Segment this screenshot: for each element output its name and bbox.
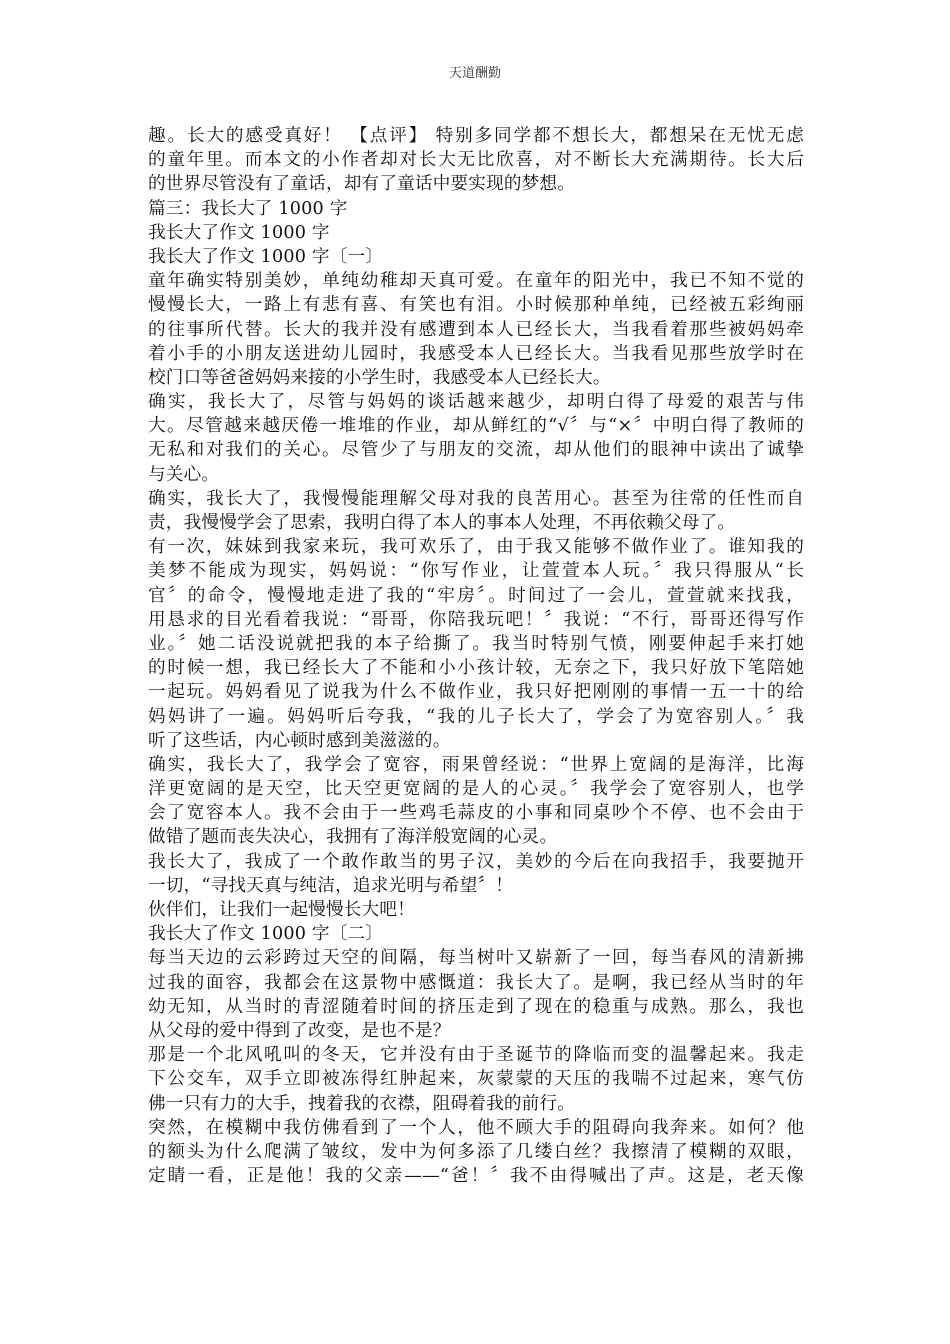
text-line: 大。尽管越来越厌倦一堆堆的作业，却从鲜红的“√〞与“×〞中明白得了教师的 bbox=[148, 416, 804, 437]
text-line: 着小手的小朋友送进幼儿园时，我感受本人已经长大。当我看见那些放学时在 bbox=[148, 343, 804, 364]
text-line: 伙伴们，让我们一起慢慢长大吧！ bbox=[148, 900, 415, 920]
document-body bbox=[148, 124, 804, 1188]
page-header: 天道酬勤 bbox=[448, 66, 501, 81]
text-line: 慢慢长大，一路上有悲有喜、有笑也有泪。小时候那种单纯，已经被五彩绚丽 bbox=[148, 295, 804, 316]
text-line: 我长大了作文 1000 字〔二〕 bbox=[148, 924, 384, 945]
text-line: 确实，我长大了，我慢慢能理解父母对我的良苦用心。甚至为往常的任性而自 bbox=[148, 488, 804, 509]
text-line: 我长大了作文 1000 字 bbox=[148, 222, 330, 243]
text-line: 责，我慢慢学会了思索，我明白得了本人的事本人处理，不再依赖父母了。 bbox=[148, 513, 736, 533]
text-line: 定睛一看，正是他！我的父亲——“爸！〞我不由得喊出了声。这是，老天像 bbox=[148, 1166, 804, 1187]
text-line: 用恳求的目光看着我说：“哥哥，你陪我玩吧！〞我说：“不行，哥哥还得写作 bbox=[148, 609, 804, 630]
text-line: 校门口等爸爸妈妈来接的小学生时，我感受本人已经长大。 bbox=[148, 367, 611, 388]
text-line: 的童年里。而本文的小作者却对长大无比欣喜，对不断长大充满期待。长大后 bbox=[148, 150, 804, 171]
text-line: 会了宽容本人。我不会由于一些鸡毛蒜皮的小事和同桌吵个不停、也不会由于 bbox=[148, 803, 804, 824]
text-line: 每当天边的云彩跨过天空的间隔，每当树叶又崭新了一回，每当春风的清新拂 bbox=[148, 948, 804, 969]
text-line: 的往事所代替。长大的我并没有感遭到本人已经长大，当我看着那些被妈妈牵 bbox=[148, 319, 804, 340]
text-line: 我长大了作文 1000 字〔一〕 bbox=[148, 246, 384, 267]
text-line: 与关心。 bbox=[148, 464, 220, 485]
text-line: 美梦不能成为现实，妈妈说：“你写作业，让萱萱本人玩。〞我只得服从“长 bbox=[148, 561, 804, 582]
text-line: 那是一个北风吼叫的冬天，它并没有由于圣诞节的降临而变的温馨起来。我走 bbox=[148, 1045, 804, 1066]
text-line: 幼无知，从当时的青涩随着时间的挤压走到了现在的稳重与成熟。那么，我也 bbox=[148, 996, 804, 1017]
text-line: 一起玩。妈妈看见了说我为什么不做作业，我只好把刚刚的事情一五一十的给 bbox=[148, 682, 804, 703]
text-line: 做错了题而丧失决心，我拥有了海洋般宽阔的心灵。 bbox=[148, 827, 558, 848]
text-line: 过我的面容，我都会在这景物中感慨道：我长大了。是啊，我已经从当时的年 bbox=[148, 972, 804, 993]
text-line: 篇三：我长大了 1000 字 bbox=[148, 198, 348, 219]
text-line: 趣。长大的感受真好！ 【点评】 特别多同学都不想长大，都想呆在无忧无虑 bbox=[148, 126, 804, 146]
text-line: 官〞的命令，慢慢地走进了我的“牢房〞。时间过了一会儿，萱萱就来找我， bbox=[148, 585, 804, 606]
text-line: 一切，“寻找天真与纯洁，追求光明与希望〞！ bbox=[148, 875, 514, 896]
text-line: 听了这些话，内心顿时感到美滋滋的。 bbox=[148, 730, 451, 751]
text-line: 佛一只有力的大手，拽着我的衣襟，阻碍着我的前行。 bbox=[148, 1093, 576, 1114]
text-line: 突然，在模糊中我仿佛看到了一个人，他不顾大手的阻碍向我奔来。如何？他 bbox=[148, 1117, 804, 1138]
text-line: 从父母的爱中得到了改变，是也不是？ bbox=[148, 1020, 451, 1041]
text-line: 确实，我长大了，我学会了宽容，雨果曾经说：“世界上宽阔的是海洋，比海 bbox=[148, 754, 804, 775]
text-line: 业。〞她二话没说就把我的本子给撕了。我当时特别气愤，刚要伸起手来打她 bbox=[148, 633, 804, 654]
text-line: 的额头为什么爬满了皱纹，发中为何多添了几缕白丝？我擦清了模糊的双眼， bbox=[148, 1141, 804, 1162]
text-line: 的世界尽管没有了童话，却有了童话中要实现的梦想。 bbox=[148, 174, 576, 195]
text-line: 童年确实特别美妙，单纯幼稚却天真可爱。在童年的阳光中，我已不知不觉的 bbox=[148, 271, 804, 292]
text-line: 的时候一想，我已经长大了不能和小小孩计较，无奈之下，我只好放下笔陪她 bbox=[148, 658, 804, 679]
text-line: 下公交车，双手立即被冻得红肿起来，灰蒙蒙的天压的我喘不过起来，寒气仿 bbox=[148, 1069, 804, 1090]
text-line: 我长大了，我成了一个敢作敢当的男子汉，美妙的今后在向我招手，我要抛开 bbox=[148, 851, 804, 872]
text-line: 确实，我长大了，尽管与妈妈的谈话越来越少，却明白得了母爱的艰苦与伟 bbox=[148, 392, 804, 413]
text-line: 有一次，妹妹到我家来玩，我可欢乐了，由于我又能够不做作业了。谁知我的 bbox=[148, 537, 804, 558]
text-line: 无私和对我们的关心。尽管少了与朋友的交流，却从他们的眼神中读出了诚挚 bbox=[148, 440, 804, 461]
text-line: 洋更宽阔的是天空，比天空更宽阔的是人的心灵。〞我学会了宽容别人，也学 bbox=[148, 779, 804, 800]
text-line: 妈妈讲了一遍。妈妈听后夸我，“我的儿子长大了，学会了为宽容别人。〞我 bbox=[148, 706, 804, 727]
